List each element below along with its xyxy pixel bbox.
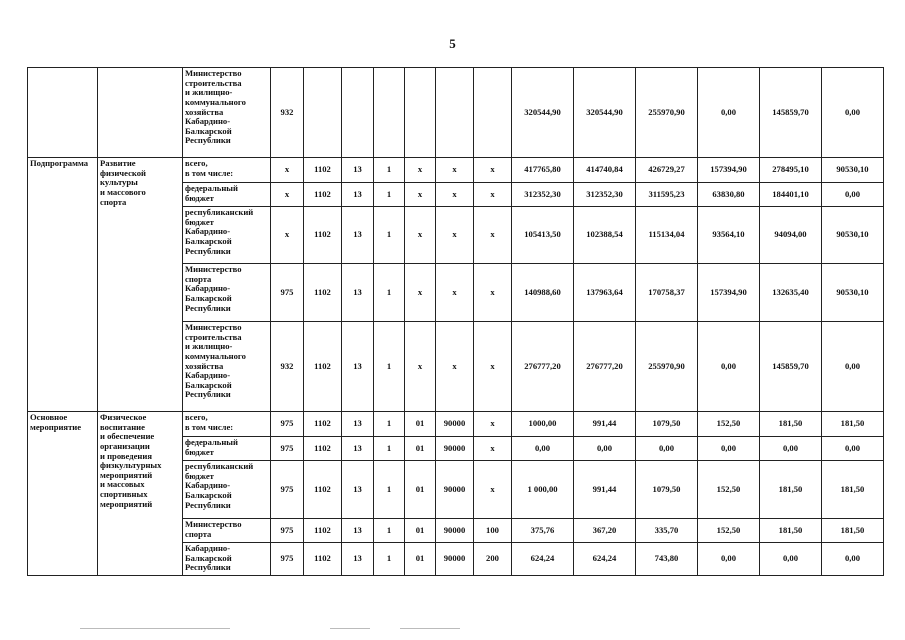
- code-cell: 01: [405, 437, 436, 461]
- value-cell: 0,00: [822, 183, 884, 207]
- code-cell: 1: [374, 461, 405, 519]
- value-cell: 0,00: [698, 322, 760, 412]
- source-cell: Министерство строительства и жилищно- коммунального хозяйства Кабардино- Балкарской Республики: [183, 68, 271, 158]
- value-cell: 140988,60: [512, 264, 574, 322]
- code-cell: 13: [342, 158, 374, 183]
- code-cell: 13: [342, 412, 374, 437]
- source-cell: Министерство спорта Кабардино- Балкарской Республики: [183, 264, 271, 322]
- value-cell: 0,00: [636, 437, 698, 461]
- code-cell: x: [474, 461, 512, 519]
- code-cell: 13: [342, 437, 374, 461]
- code-cell: 13: [342, 543, 374, 576]
- value-cell: 0,00: [822, 68, 884, 158]
- code-cell: [342, 68, 374, 158]
- value-cell: 1000,00: [512, 412, 574, 437]
- code-cell: 01: [405, 461, 436, 519]
- value-cell: 63830,80: [698, 183, 760, 207]
- value-cell: 0,00: [698, 437, 760, 461]
- code-cell: x: [405, 207, 436, 264]
- code-cell: x: [271, 207, 304, 264]
- value-cell: 102388,54: [574, 207, 636, 264]
- value-cell: 137963,64: [574, 264, 636, 322]
- value-cell: 145859,70: [760, 322, 822, 412]
- value-cell: 181,50: [760, 519, 822, 543]
- value-cell: 375,76: [512, 519, 574, 543]
- code-cell: x: [271, 158, 304, 183]
- value-cell: 312352,30: [512, 183, 574, 207]
- code-cell: 01: [405, 412, 436, 437]
- code-cell: 13: [342, 519, 374, 543]
- value-cell: 115134,04: [636, 207, 698, 264]
- code-cell: [474, 68, 512, 158]
- code-cell: 1102: [304, 322, 342, 412]
- value-cell: 181,50: [760, 412, 822, 437]
- code-cell: 1: [374, 543, 405, 576]
- code-cell: [374, 68, 405, 158]
- code-cell: 1: [374, 412, 405, 437]
- code-cell: 13: [342, 322, 374, 412]
- value-cell: 0,00: [822, 322, 884, 412]
- value-cell: 0,00: [822, 543, 884, 576]
- code-cell: 975: [271, 264, 304, 322]
- value-cell: 90530,10: [822, 158, 884, 183]
- code-cell: 1102: [304, 461, 342, 519]
- value-cell: 0,00: [574, 437, 636, 461]
- value-cell: 0,00: [698, 68, 760, 158]
- value-cell: 991,44: [574, 461, 636, 519]
- code-cell: 200: [474, 543, 512, 576]
- code-cell: 1102: [304, 183, 342, 207]
- table-body: [28, 68, 884, 576]
- value-cell: 335,70: [636, 519, 698, 543]
- level-cell: [28, 68, 98, 158]
- code-cell: 13: [342, 264, 374, 322]
- source-cell: республиканский бюджет Кабардино- Балкарской Республики: [183, 461, 271, 519]
- code-cell: 975: [271, 461, 304, 519]
- value-cell: 0,00: [698, 543, 760, 576]
- value-cell: 0,00: [822, 437, 884, 461]
- code-cell: 1: [374, 158, 405, 183]
- code-cell: 1102: [304, 158, 342, 183]
- value-cell: 255970,90: [636, 322, 698, 412]
- code-cell: 1: [374, 437, 405, 461]
- code-cell: 90000: [436, 412, 474, 437]
- value-cell: 170758,37: [636, 264, 698, 322]
- value-cell: 991,44: [574, 412, 636, 437]
- code-cell: 932: [271, 68, 304, 158]
- value-cell: 312352,30: [574, 183, 636, 207]
- value-cell: 1 000,00: [512, 461, 574, 519]
- source-cell: федеральный бюджет: [183, 183, 271, 207]
- value-cell: 624,24: [574, 543, 636, 576]
- value-cell: 1079,50: [636, 412, 698, 437]
- code-cell: 1: [374, 207, 405, 264]
- value-cell: 105413,50: [512, 207, 574, 264]
- code-cell: 1102: [304, 264, 342, 322]
- code-cell: 1102: [304, 519, 342, 543]
- code-cell: x: [474, 322, 512, 412]
- value-cell: 426729,27: [636, 158, 698, 183]
- source-cell: Кабардино- Балкарской Республики: [183, 543, 271, 576]
- code-cell: [304, 68, 342, 158]
- code-cell: 1: [374, 264, 405, 322]
- code-cell: 975: [271, 412, 304, 437]
- value-cell: 181,50: [822, 412, 884, 437]
- name-cell: Физическое воспитание и обеспечение организации и проведения физкультурных мероприятий и массовых спортивных мероприятий: [98, 412, 183, 576]
- code-cell: x: [474, 412, 512, 437]
- value-cell: 94094,00: [760, 207, 822, 264]
- value-cell: 743,80: [636, 543, 698, 576]
- value-cell: 145859,70: [760, 68, 822, 158]
- value-cell: 181,50: [760, 461, 822, 519]
- code-cell: 13: [342, 461, 374, 519]
- code-cell: 1: [374, 519, 405, 543]
- value-cell: 1079,50: [636, 461, 698, 519]
- value-cell: 624,24: [512, 543, 574, 576]
- code-cell: 932: [271, 322, 304, 412]
- source-cell: федеральный бюджет: [183, 437, 271, 461]
- code-cell: x: [271, 183, 304, 207]
- value-cell: 181,50: [822, 519, 884, 543]
- value-cell: 276777,20: [574, 322, 636, 412]
- name-cell: [98, 68, 183, 158]
- code-cell: x: [436, 183, 474, 207]
- code-cell: x: [474, 437, 512, 461]
- code-cell: x: [436, 322, 474, 412]
- page-number: 5: [449, 36, 456, 51]
- table-row: [28, 158, 884, 183]
- name-cell: Развитие физической культуры и массового спорта: [98, 158, 183, 412]
- value-cell: 255970,90: [636, 68, 698, 158]
- code-cell: 01: [405, 543, 436, 576]
- code-cell: 100: [474, 519, 512, 543]
- code-cell: x: [405, 183, 436, 207]
- value-cell: 157394,90: [698, 158, 760, 183]
- code-cell: [405, 68, 436, 158]
- code-cell: 1102: [304, 207, 342, 264]
- budget-table: [27, 67, 884, 576]
- value-cell: 152,50: [698, 519, 760, 543]
- source-cell: Министерство спорта: [183, 519, 271, 543]
- code-cell: x: [474, 207, 512, 264]
- code-cell: 1102: [304, 412, 342, 437]
- code-cell: x: [436, 158, 474, 183]
- code-cell: x: [405, 264, 436, 322]
- source-cell: республиканский бюджет Кабардино- Балкарской Республики: [183, 207, 271, 264]
- value-cell: 320544,90: [512, 68, 574, 158]
- footer-scan-marks: [80, 628, 500, 632]
- code-cell: 13: [342, 183, 374, 207]
- level-cell: Подпрограмма: [28, 158, 98, 412]
- source-cell: Министерство строительства и жилищно- коммунального хозяйства Кабардино- Балкарской Республики: [183, 322, 271, 412]
- code-cell: x: [405, 158, 436, 183]
- table-row: [28, 68, 884, 158]
- value-cell: 0,00: [760, 437, 822, 461]
- code-cell: 01: [405, 519, 436, 543]
- value-cell: 93564,10: [698, 207, 760, 264]
- code-cell: x: [474, 264, 512, 322]
- value-cell: 414740,84: [574, 158, 636, 183]
- code-cell: x: [405, 322, 436, 412]
- level-cell: Основное мероприятие: [28, 412, 98, 576]
- code-cell: 90000: [436, 543, 474, 576]
- value-cell: 90530,10: [822, 207, 884, 264]
- value-cell: 276777,20: [512, 322, 574, 412]
- value-cell: 157394,90: [698, 264, 760, 322]
- value-cell: 320544,90: [574, 68, 636, 158]
- source-cell: всего, в том числе:: [183, 158, 271, 183]
- code-cell: x: [474, 183, 512, 207]
- code-cell: 90000: [436, 461, 474, 519]
- code-cell: 90000: [436, 437, 474, 461]
- value-cell: 132635,40: [760, 264, 822, 322]
- value-cell: 152,50: [698, 412, 760, 437]
- value-cell: 278495,10: [760, 158, 822, 183]
- code-cell: 13: [342, 207, 374, 264]
- code-cell: 90000: [436, 519, 474, 543]
- value-cell: 367,20: [574, 519, 636, 543]
- code-cell: [436, 68, 474, 158]
- value-cell: 311595,23: [636, 183, 698, 207]
- value-cell: 417765,80: [512, 158, 574, 183]
- table-row: [28, 412, 884, 437]
- value-cell: 0,00: [760, 543, 822, 576]
- code-cell: 1: [374, 183, 405, 207]
- value-cell: 0,00: [512, 437, 574, 461]
- value-cell: 184401,10: [760, 183, 822, 207]
- code-cell: x: [436, 207, 474, 264]
- code-cell: 1102: [304, 543, 342, 576]
- code-cell: x: [436, 264, 474, 322]
- code-cell: 1: [374, 322, 405, 412]
- value-cell: 90530,10: [822, 264, 884, 322]
- code-cell: 975: [271, 519, 304, 543]
- code-cell: 975: [271, 543, 304, 576]
- value-cell: 152,50: [698, 461, 760, 519]
- code-cell: 1102: [304, 437, 342, 461]
- code-cell: x: [474, 158, 512, 183]
- value-cell: 181,50: [822, 461, 884, 519]
- source-cell: всего, в том числе:: [183, 412, 271, 437]
- code-cell: 975: [271, 437, 304, 461]
